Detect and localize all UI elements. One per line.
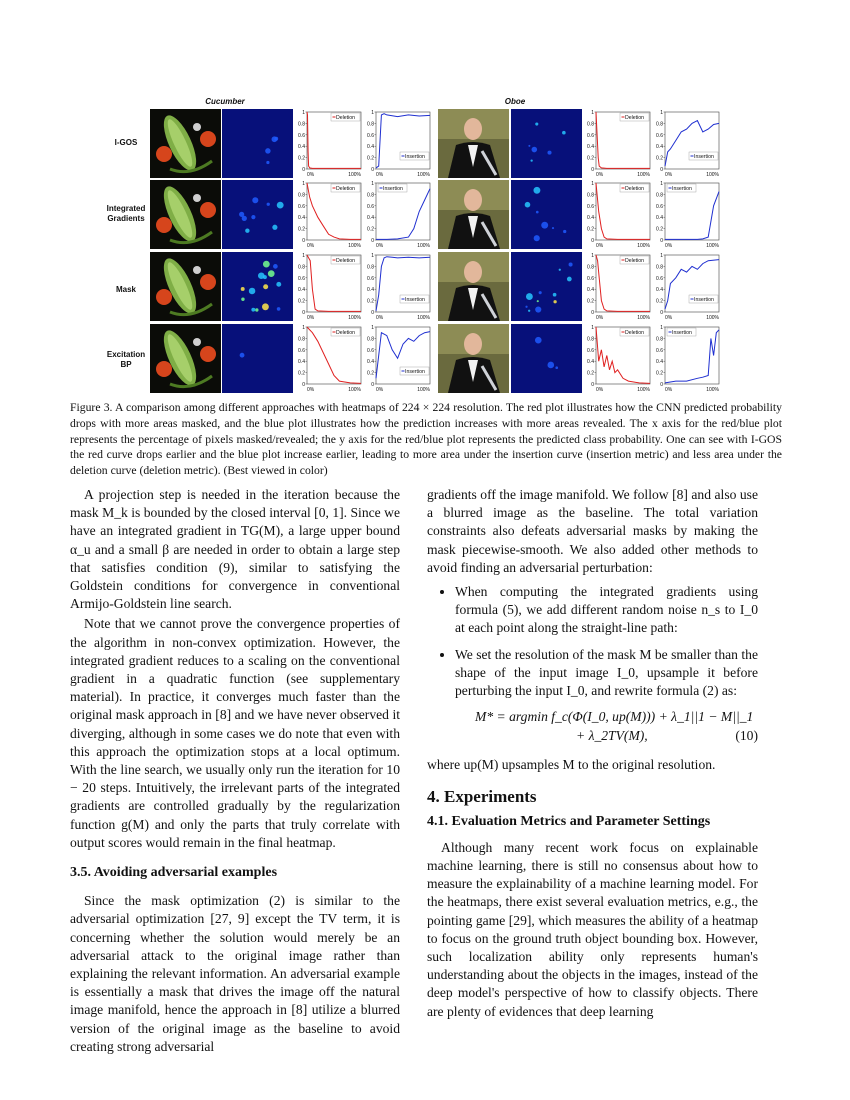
equation-line-2: + λ_2TV(M), — [576, 728, 648, 744]
plot-y-tick-label: 0.6 — [298, 275, 305, 282]
bullet-list — [427, 583, 758, 700]
plot-y-tick-label: 1 — [371, 181, 374, 187]
plot-x-tick-label: 100% — [706, 315, 719, 321]
plot-x-tick-label: 100% — [417, 172, 430, 178]
plot-x-tick-label: 0% — [307, 387, 315, 393]
plot-y-tick-label: 0.2 — [587, 226, 594, 233]
plot-y-tick-label: 0.6 — [587, 203, 594, 210]
row-label-integrated-gradients: Integrated Gradients — [106, 204, 146, 223]
plot-y-tick-label: 0.4 — [298, 359, 305, 366]
plot-y-tick-label: 0 — [302, 167, 305, 173]
plot-x-tick-label: 0% — [307, 172, 315, 178]
plot-x-tick-label: 100% — [348, 172, 361, 178]
plot-y-tick-label: 0 — [591, 310, 594, 316]
plot-y-tick-label: 0 — [302, 382, 305, 388]
paragraph-projection-step: A projection step is needed in the iteration because the mask M_k is bounded by the closed interval [0, 1]. Since we have an integrated gradient in TG(M), a large upper bound α_u and a small β are needed in order to obtain a large step that satisfies condition (9), similar to satisfying the Goldstein conditions for convergence in conventional Armijo-Goldstein line search. — [70, 487, 400, 612]
plot-x-tick-label: 0% — [665, 172, 673, 178]
input-image-oboe-excitation-bp — [438, 324, 509, 393]
input-image-cucumber-excitation-bp — [150, 324, 221, 393]
plot-y-tick-label: 0 — [591, 238, 594, 244]
input-image-oboe-mask — [438, 252, 509, 321]
input-image-oboe-integrated-gradients — [438, 180, 509, 249]
deletion-plot-cucumber-igos — [297, 109, 365, 178]
plot-y-tick-label: 0.2 — [367, 370, 374, 377]
plot-y-tick-label: 0 — [591, 382, 594, 388]
plot-legend-label: Deletion — [625, 186, 645, 192]
plot-y-tick-label: 0.8 — [587, 336, 594, 343]
plot-y-tick-label: 1 — [591, 110, 594, 116]
plot-y-tick-label: 0.6 — [587, 275, 594, 282]
plot-x-tick-label: 0% — [596, 172, 604, 178]
plot-y-tick-label: 0.4 — [656, 215, 663, 222]
paragraph-evaluation-metrics: Although many recent work focus on explainable machine learning, there is still no consensus about how to measure the explainability of a machine learning model. For the heatmaps, there exist several evaluation metrics, e.g., the pointing game [29], which measures the ability of a heatmap to focus on the ground truth object bounding box. However, such localization ability only represents human's understanding about the objects in the images, instead of the deep model's perspective of how to classify objects. There are plenty of evidences that deep learning — [427, 839, 758, 1019]
plot-x-tick-label: 100% — [706, 243, 719, 249]
plot-y-tick-label: 0.4 — [367, 359, 374, 366]
heatmap-oboe-excitation-bp — [511, 324, 582, 393]
plot-y-tick-label: 0.8 — [587, 121, 594, 128]
plot-y-tick-label: 0.8 — [656, 121, 663, 128]
plot-y-tick-label: 0.2 — [298, 226, 305, 233]
figure-caption: Figure 3. A comparison among different approaches with heatmaps of 224 × 224 resolution. The red plot illustrates how the CNN predicted probability drops with more areas masked, and the blue plot illustrates how the prediction increases with more areas revealed. The x axis for the red/blue plot represents the percentage of pixels masked/revealed; the y axis for the red/blue plot represents the predicted class probability. One can see with I-GOS the red curve drops earlier and the blue plot increase earlier, leading to more area under the insertion curve (insertion metric) and less area under the deletion curve (deletion metric). (Best viewed in color) — [70, 401, 782, 478]
plot-x-tick-label: 0% — [376, 387, 384, 393]
plot-y-tick-label: 0.4 — [367, 287, 374, 294]
plot-y-tick-label: 1 — [591, 253, 594, 259]
plot-x-tick-label: 100% — [348, 243, 361, 249]
plot-y-tick-label: 0.6 — [298, 203, 305, 210]
plot-y-tick-label: 0.8 — [298, 192, 305, 199]
plot-x-tick-label: 100% — [637, 172, 650, 178]
deletion-plot-cucumber-mask — [297, 252, 365, 321]
equation-line-1: M* = argmin f_c(Φ(I_0, up(M))) + λ_1||1 − M||_1 — [475, 709, 754, 725]
plot-legend-label: Insertion — [694, 297, 714, 303]
plot-y-tick-label: 0.8 — [367, 121, 374, 128]
plot-y-tick-label: 0.6 — [367, 347, 374, 354]
insertion-plot-oboe-integrated-gradients — [655, 180, 723, 249]
insertion-plot-cucumber-integrated-gradients — [366, 180, 434, 249]
plot-legend-label: Deletion — [625, 330, 645, 336]
plot-y-tick-label: 0.4 — [367, 144, 374, 151]
heatmap-cucumber-excitation-bp — [222, 324, 293, 393]
plot-y-tick-label: 0.2 — [587, 298, 594, 305]
insertion-plot-oboe-excitation-bp — [655, 324, 723, 393]
plot-y-tick-label: 0.6 — [587, 347, 594, 354]
plot-y-tick-label: 0.6 — [367, 132, 374, 139]
plot-y-tick-label: 0.2 — [587, 370, 594, 377]
heatmap-cucumber-igos — [222, 109, 293, 178]
plot-y-tick-label: 0.6 — [298, 132, 305, 139]
bullet-mask-resolution: • We set the resolution of the mask M be smaller than the shape of the input image I_0, upsample it before perturbing the input I_0, and rewrite formula (2) as: — [455, 646, 758, 701]
plot-y-tick-label: 0.4 — [587, 144, 594, 151]
plot-y-tick-label: 1 — [302, 253, 305, 259]
plot-legend-label: Insertion — [405, 369, 425, 375]
plot-y-tick-label: 1 — [302, 325, 305, 331]
plot-legend-label: Deletion — [336, 258, 356, 264]
plot-y-tick-label: 0 — [660, 167, 663, 173]
plot-y-tick-label: 0.6 — [298, 347, 305, 354]
plot-x-tick-label: 100% — [348, 387, 361, 393]
plot-x-tick-label: 100% — [417, 243, 430, 249]
plot-x-tick-label: 0% — [665, 387, 673, 393]
plot-y-tick-label: 1 — [591, 325, 594, 331]
plot-y-tick-label: 1 — [660, 253, 663, 259]
plot-legend-label: Insertion — [405, 297, 425, 303]
plot-legend-label: Deletion — [625, 115, 645, 121]
plot-y-tick-label: 1 — [371, 325, 374, 331]
heatmap-oboe-igos — [511, 109, 582, 178]
plot-y-tick-label: 0.8 — [656, 192, 663, 199]
plot-y-tick-label: 0.8 — [367, 264, 374, 271]
plot-x-tick-label: 0% — [665, 243, 673, 249]
plot-y-tick-label: 1 — [591, 181, 594, 187]
plot-y-tick-label: 1 — [660, 110, 663, 116]
plot-y-tick-label: 0.8 — [656, 336, 663, 343]
plot-y-tick-label: 1 — [302, 181, 305, 187]
plot-x-tick-label: 100% — [706, 387, 719, 393]
equation-number: (10) — [735, 728, 758, 744]
plot-y-tick-label: 0.2 — [298, 155, 305, 162]
equation-10 — [427, 708, 758, 748]
plot-y-tick-label: 0.4 — [656, 144, 663, 151]
deletion-plot-oboe-mask — [586, 252, 654, 321]
deletion-plot-oboe-excitation-bp — [586, 324, 654, 393]
plot-x-tick-label: 0% — [376, 243, 384, 249]
paragraph-upsample: where up(M) upsamples M to the original resolution. — [427, 757, 716, 773]
column-title-cucumber: Cucumber — [205, 97, 245, 106]
plot-x-tick-label: 100% — [637, 243, 650, 249]
plot-x-tick-label: 100% — [637, 315, 650, 321]
plot-y-tick-label: 0.4 — [587, 215, 594, 222]
row-label-igos: I-GOS — [114, 138, 138, 147]
plot-y-tick-label: 0.8 — [367, 336, 374, 343]
plot-x-tick-label: 100% — [706, 172, 719, 178]
plot-x-tick-label: 0% — [596, 315, 604, 321]
plot-y-tick-label: 0.6 — [656, 275, 663, 282]
plot-x-tick-label: 0% — [596, 243, 604, 249]
plot-y-tick-label: 0.4 — [587, 287, 594, 294]
deletion-plot-cucumber-excitation-bp — [297, 324, 365, 393]
plot-y-tick-label: 0.6 — [656, 347, 663, 354]
plot-y-tick-label: 0 — [371, 382, 374, 388]
plot-y-tick-label: 0.2 — [298, 370, 305, 377]
insertion-plot-cucumber-excitation-bp — [366, 324, 434, 393]
plot-y-tick-label: 0.8 — [298, 121, 305, 128]
plot-x-tick-label: 100% — [417, 315, 430, 321]
plot-y-tick-label: 0 — [660, 310, 663, 316]
plot-y-tick-label: 1 — [660, 181, 663, 187]
deletion-plot-cucumber-integrated-gradients — [297, 180, 365, 249]
plot-y-tick-label: 0.2 — [656, 370, 663, 377]
plot-y-tick-label: 0 — [371, 167, 374, 173]
section-heading-4-1: 4.1. Evaluation Metrics and Parameter Settings — [427, 813, 711, 829]
plot-x-tick-label: 100% — [417, 387, 430, 393]
plot-y-tick-label: 0 — [591, 167, 594, 173]
plot-x-tick-label: 0% — [665, 315, 673, 321]
plot-y-tick-label: 0.4 — [298, 144, 305, 151]
right-column — [427, 486, 758, 1021]
heatmap-cucumber-mask — [222, 252, 293, 321]
plot-y-tick-label: 0.4 — [656, 287, 663, 294]
section-heading-4: 4. Experiments — [427, 787, 537, 807]
left-column — [70, 486, 400, 1056]
plot-y-tick-label: 0.2 — [367, 226, 374, 233]
plot-legend-label: Insertion — [672, 330, 692, 336]
plot-y-tick-label: 0.4 — [298, 215, 305, 222]
plot-y-tick-label: 0.4 — [656, 359, 663, 366]
plot-y-tick-label: 0.2 — [656, 155, 663, 162]
paragraph-convergence: Note that we cannot prove the convergence properties of the algorithm in non-convex optimization. However, the integrated gradient reduces to a scaling on the conventional gradient in a quadratic function (see supplementary material). In practice, it converges much faster than the original mask approach in [8] and we have never observed it diverging, although in some cases we do note that even with this approach the optimization stops at a local optimum. With the line search, we usually only run the iteration for 10 − 20 steps. Intuitively, the irrelevant parts of the integrated gradients are controlled gradually by the regularization function g(M) and only the parts that truly correlate with output scores would remain in the final heatmap. — [70, 616, 400, 850]
plot-x-tick-label: 0% — [376, 172, 384, 178]
plot-y-tick-label: 0.8 — [587, 264, 594, 271]
row-label-excitation-bp: Excitation BP — [106, 350, 146, 369]
plot-y-tick-label: 0.8 — [367, 192, 374, 199]
input-image-cucumber-igos — [150, 109, 221, 178]
plot-x-tick-label: 0% — [307, 243, 315, 249]
plot-y-tick-label: 0 — [660, 382, 663, 388]
bullet-random-noise: • When computing the integrated gradients using formula (5), we add different random noise n_s to I_0 at each point along the straight-line path: — [455, 583, 758, 638]
deletion-plot-oboe-integrated-gradients — [586, 180, 654, 249]
plot-legend-label: Deletion — [336, 115, 356, 121]
plot-legend-label: Deletion — [336, 330, 356, 336]
plot-y-tick-label: 0.8 — [298, 264, 305, 271]
plot-y-tick-label: 0.4 — [298, 287, 305, 294]
heatmap-oboe-mask — [511, 252, 582, 321]
paragraph-blurred-baseline: gradients off the image manifold. We follow [8] and also use a blurred image as the baseline. The total variation constraints also defeats adversarial masks by making the mask piecewise-smooth. We also added other methods to avoid finding an adversarial perturbation: — [427, 487, 758, 575]
plot-y-tick-label: 1 — [302, 110, 305, 116]
plot-y-tick-label: 0.2 — [587, 155, 594, 162]
heatmap-cucumber-integrated-gradients — [222, 180, 293, 249]
plot-y-tick-label: 0 — [660, 238, 663, 244]
insertion-plot-cucumber-igos — [366, 109, 434, 178]
plot-y-tick-label: 0.2 — [298, 298, 305, 305]
plot-y-tick-label: 0.6 — [367, 275, 374, 282]
row-label-mask: Mask — [115, 285, 136, 294]
plot-y-tick-label: 0.4 — [587, 359, 594, 366]
plot-y-tick-label: 0.2 — [367, 155, 374, 162]
input-image-cucumber-mask — [150, 252, 221, 321]
plot-legend-label: Insertion — [672, 186, 692, 192]
plot-legend-label: Deletion — [336, 186, 356, 192]
plot-y-tick-label: 0.6 — [587, 132, 594, 139]
insertion-plot-oboe-igos — [655, 109, 723, 178]
heatmap-oboe-integrated-gradients — [511, 180, 582, 249]
insertion-plot-cucumber-mask — [366, 252, 434, 321]
input-image-oboe-igos — [438, 109, 509, 178]
deletion-plot-oboe-igos — [586, 109, 654, 178]
plot-y-tick-label: 0 — [302, 238, 305, 244]
plot-legend-label: Insertion — [383, 186, 403, 192]
section-heading-3-5: 3.5. Avoiding adversarial examples — [70, 865, 278, 881]
plot-y-tick-label: 0.4 — [367, 215, 374, 222]
plot-legend-label: Deletion — [625, 258, 645, 264]
plot-y-tick-label: 0 — [302, 310, 305, 316]
plot-x-tick-label: 0% — [307, 315, 315, 321]
plot-y-tick-label: 0.2 — [367, 298, 374, 305]
plot-y-tick-label: 0 — [371, 238, 374, 244]
plot-x-tick-label: 0% — [376, 315, 384, 321]
plot-y-tick-label: 0.6 — [656, 203, 663, 210]
plot-y-tick-label: 0.8 — [587, 192, 594, 199]
plot-y-tick-label: 0.6 — [656, 132, 663, 139]
plot-x-tick-label: 100% — [348, 315, 361, 321]
plot-legend-label: Insertion — [694, 154, 714, 160]
plot-y-tick-label: 1 — [660, 325, 663, 331]
paragraph-adversarial: Since the mask optimization (2) is similar to the adversarial optimization [27, 9] except the TV term, it is concerning whether the solution would merely be an adversarial attack to the original image rather than explaining the relevant information. An adversarial example is essentially a mask that drives the image off the natural image manifold, hence the approach in [8] utilize a blurred version of the original image as the baseline to avoid creating strong adversarial — [70, 893, 400, 1054]
plot-y-tick-label: 0.8 — [656, 264, 663, 271]
plot-x-tick-label: 100% — [637, 387, 650, 393]
plot-y-tick-label: 0.6 — [367, 203, 374, 210]
plot-y-tick-label: 1 — [371, 253, 374, 259]
input-image-cucumber-integrated-gradients — [150, 180, 221, 249]
plot-y-tick-label: 0.2 — [656, 226, 663, 233]
plot-x-tick-label: 0% — [596, 387, 604, 393]
plot-y-tick-label: 1 — [371, 110, 374, 116]
plot-y-tick-label: 0 — [371, 310, 374, 316]
column-title-oboe: Oboe — [504, 97, 526, 106]
plot-y-tick-label: 0.8 — [298, 336, 305, 343]
plot-legend-label: Insertion — [405, 154, 425, 160]
plot-y-tick-label: 0.2 — [656, 298, 663, 305]
insertion-plot-oboe-mask — [655, 252, 723, 321]
figure-3 — [0, 0, 850, 400]
